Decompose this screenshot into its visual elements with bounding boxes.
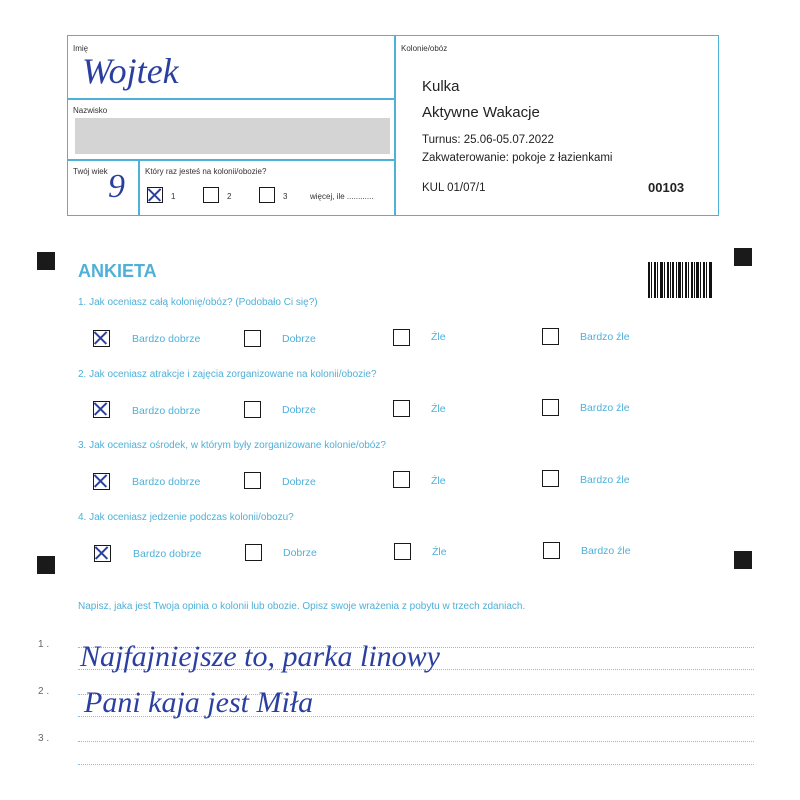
times-label: Który raz jesteś na kolonii/obozie? (145, 167, 267, 176)
q1-option-bad-checkbox[interactable] (393, 329, 410, 346)
q2-option-very-good-checkbox[interactable] (93, 401, 110, 418)
age-label: Twój wiek (73, 167, 108, 176)
q3-option-very-good-checkbox[interactable] (93, 473, 110, 490)
first-name-label: Imię (73, 44, 89, 53)
alignment-marker-top-left (37, 252, 55, 270)
opinion-line-1-number: 1 . (38, 639, 50, 650)
q4-option-very-bad-label: Bardzo źle (581, 545, 631, 557)
first-name-value: Wojtek (82, 51, 179, 91)
times-more-label: więcej, ile ............ (310, 192, 374, 201)
question-1-text: 1. Jak oceniasz całą kolonię/obóz? (Podobało Ci się?) (78, 297, 318, 308)
camp-code: KUL 01/07/1 (422, 182, 486, 194)
q1-option-good-checkbox[interactable] (244, 330, 261, 347)
opinion-line-3-number: 3 . (38, 733, 50, 744)
times-checkbox-1[interactable] (147, 187, 163, 203)
last-name-label: Nazwisko (73, 106, 108, 115)
opinion-line-3-rule-lower (78, 764, 754, 765)
q3-option-very-bad-checkbox[interactable] (542, 470, 559, 487)
q2-option-good-label: Dobrze (282, 404, 316, 416)
question-2-text: 2. Jak oceniasz atrakcje i zajęcia zorganizowane na kolonii/obozie? (78, 369, 377, 380)
q1-option-bad-label: Źle (431, 331, 446, 343)
q3-option-very-good-label: Bardzo dobrze (132, 476, 201, 488)
q2-option-very-good-label: Bardzo dobrze (132, 405, 201, 417)
q1-option-very-good-label: Bardzo dobrze (132, 333, 201, 345)
survey-title: ANKIETA (78, 261, 157, 281)
q2-checkmark (94, 402, 108, 416)
q2-option-bad-checkbox[interactable] (393, 400, 410, 417)
q3-option-very-bad-label: Bardzo źle (580, 474, 630, 486)
q3-option-bad-checkbox[interactable] (393, 471, 410, 488)
form-number: 00103 (648, 180, 685, 195)
opinion-line-1-text[interactable]: Najfajniejsze to, parka linowy (80, 640, 440, 673)
camp-name: Kulka (422, 78, 460, 95)
header-divider-age (67, 159, 395, 161)
opinion-line-3-rule (78, 741, 754, 742)
q1-checkmark (94, 331, 108, 345)
times-checkbox-2[interactable] (203, 187, 219, 203)
q4-option-bad-checkbox[interactable] (394, 543, 411, 560)
q4-checkmark (95, 546, 109, 560)
q2-option-good-checkbox[interactable] (244, 401, 261, 418)
q1-option-good-label: Dobrze (282, 333, 316, 345)
q3-checkmark (94, 474, 108, 488)
q4-option-bad-label: Źle (432, 546, 447, 558)
q1-option-very-good-checkbox[interactable] (93, 330, 110, 347)
q4-option-good-checkbox[interactable] (245, 544, 262, 561)
q4-option-very-good-checkbox[interactable] (94, 545, 111, 562)
header-divider-vertical (394, 35, 396, 216)
q3-option-good-checkbox[interactable] (244, 472, 261, 489)
camp-turnus: Turnus: 25.06-05.07.2022 (422, 134, 554, 146)
barcode-icon (648, 262, 712, 298)
q2-option-very-bad-checkbox[interactable] (542, 399, 559, 416)
alignment-marker-bottom-left (37, 556, 55, 574)
header-divider-age-vertical (138, 159, 140, 216)
camp-program: Aktywne Wakacje (422, 104, 540, 121)
q3-option-bad-label: Źle (431, 475, 446, 487)
alignment-marker-bottom-right (734, 551, 752, 569)
opinion-line-2-number: 2 . (38, 686, 50, 697)
times-checkbox-3[interactable] (259, 187, 275, 203)
camp-label: Kolonie/obóz (401, 44, 448, 53)
q4-option-good-label: Dobrze (283, 547, 317, 559)
q3-option-good-label: Dobrze (282, 476, 316, 488)
times-option-1: 1 (171, 192, 176, 201)
opinion-prompt: Napisz, jaka jest Twoja opinia o kolonii lub obozie. Opisz swoje wrażenia z pobytu w trzech zdaniach. (78, 601, 526, 612)
times-option-2: 2 (227, 192, 232, 201)
header-divider-name (67, 98, 395, 100)
times-checkmark (148, 188, 161, 201)
last-name-redacted (75, 118, 390, 154)
times-option-3: 3 (283, 192, 288, 201)
q2-option-bad-label: Źle (431, 403, 446, 415)
q1-option-very-bad-label: Bardzo źle (580, 331, 630, 343)
opinion-line-2-text[interactable]: Pani kaja jest Miła (84, 686, 314, 719)
q1-option-very-bad-checkbox[interactable] (542, 328, 559, 345)
question-4-text: 4. Jak oceniasz jedzenie podczas kolonii/obozu? (78, 512, 294, 523)
camp-lodging: Zakwaterowanie: pokoje z łazienkami (422, 152, 613, 164)
question-3-text: 3. Jak oceniasz ośrodek, w którym były zorganizowane kolonie/obóz? (78, 440, 386, 451)
age-value: 9 (108, 168, 125, 205)
q4-option-very-bad-checkbox[interactable] (543, 542, 560, 559)
alignment-marker-top-right (734, 248, 752, 266)
q4-option-very-good-label: Bardzo dobrze (133, 548, 202, 560)
q2-option-very-bad-label: Bardzo źle (580, 402, 630, 414)
